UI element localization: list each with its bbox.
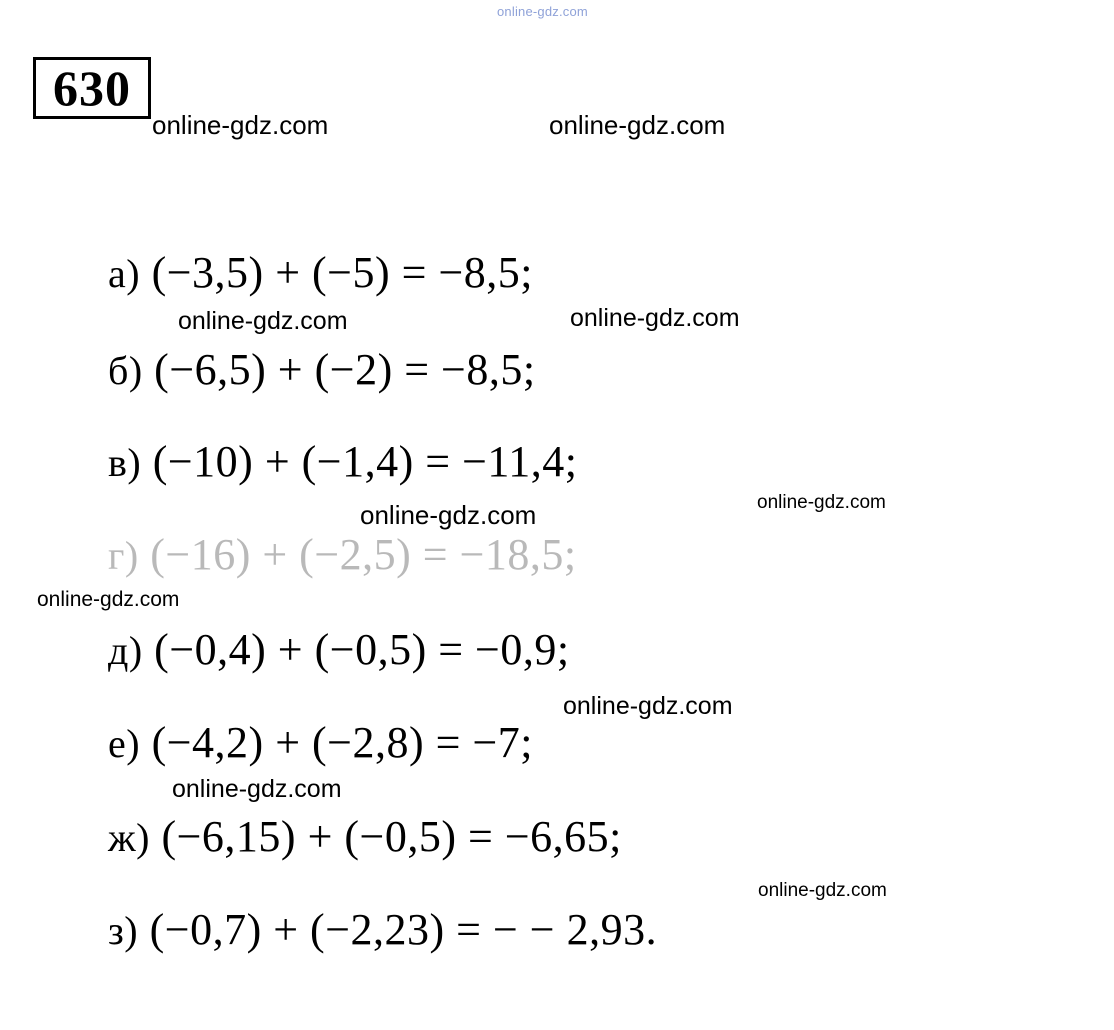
equation-line — [108, 625, 570, 676]
exercise-number: 630 — [53, 60, 131, 116]
equation-line — [108, 437, 578, 488]
equation-label: в) — [108, 440, 142, 485]
equation-label: д) — [108, 628, 143, 673]
equation-expression: (−0,7) + (−2,23) = − − 2,93. — [138, 905, 658, 954]
watermark: online-gdz.com — [549, 110, 726, 140]
watermark: online-gdz.com — [172, 775, 342, 803]
watermark: online-gdz.com — [570, 304, 740, 332]
equation-line — [108, 718, 533, 769]
equation-label: е) — [108, 721, 141, 766]
equation-line — [108, 530, 577, 581]
equation-expression: (−4,2) + (−2,8) = −7; — [140, 718, 533, 767]
equation-expression: (−6,15) + (−0,5) = −6,65; — [149, 812, 622, 861]
watermark: online-gdz.com — [152, 110, 329, 140]
watermark: online-gdz.com — [757, 492, 886, 513]
equation-label: а) — [108, 251, 141, 296]
equation-label: ж) — [108, 815, 150, 860]
equation-expression: (−0,4) + (−0,5) = −0,9; — [142, 625, 570, 674]
watermark: online-gdz.com — [360, 500, 537, 530]
equation-expression: (−6,5) + (−2) = −8,5; — [142, 345, 536, 394]
watermark: online-gdz.com — [178, 307, 348, 335]
equation-line — [108, 905, 657, 956]
equation-expression: (−16) + (−2,5) = −18,5; — [138, 530, 577, 579]
watermark: online-gdz.com — [758, 880, 887, 901]
equation-label: з) — [108, 908, 139, 953]
watermark: online-gdz.com — [563, 692, 733, 720]
equation-expression: (−3,5) + (−5) = −8,5; — [140, 248, 533, 297]
top-watermark: online-gdz.com — [497, 4, 588, 19]
equation-line — [108, 248, 533, 299]
equation-line — [108, 345, 536, 396]
equation-line — [108, 812, 622, 863]
equation-label: г) — [108, 533, 139, 578]
exercise-number-box — [33, 57, 151, 119]
watermark: online-gdz.com — [37, 588, 180, 611]
equation-label: б) — [108, 348, 143, 393]
equation-expression: (−10) + (−1,4) = −11,4; — [141, 437, 578, 486]
